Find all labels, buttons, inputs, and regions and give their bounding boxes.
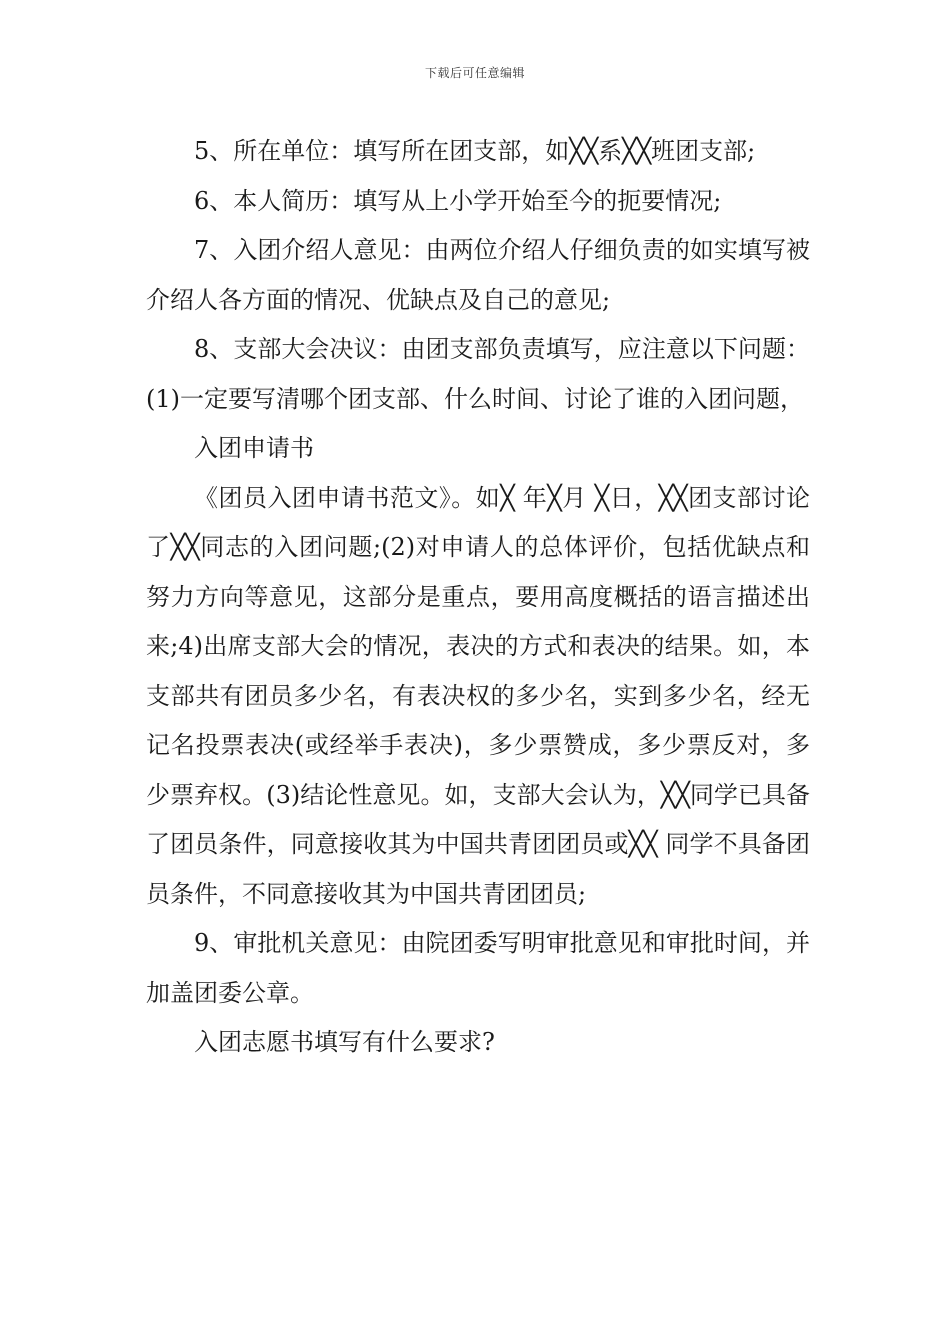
paragraph-resume: 6、本人简历：填写从上小学开始至今的扼要情况; (194, 186, 722, 215)
page-header-note: 下载后可任意编辑 (424, 66, 525, 80)
paragraph-approval-opinion: 9、审批机关意见：由院团委写明审批意见和审批时间，并加盖团委公章。 (146, 929, 810, 1007)
paragraph-branch-resolution: 8、支部大会决议：由团支部负责填写，应注意以下问题：(1)一定要写清哪个团支部、什么时间、讨论了谁的入团问题， (146, 335, 810, 413)
paragraph-unit: 5、所在单位：填写所在团支部，如╳╳系╳╳班团支部; (194, 137, 756, 165)
paragraph-sample-text: 《团员入团申请书范文》。如╳ 年╳月 ╳日，╳╳团支部讨论了╳╳同志的入团问题;(2)对申请人的总体评价，包括优缺点和努力方向等意见，这部分是重点，要用高度概括的语言描述出来;4)出席支部大会的情况，表决的方式和表决的结果。如，本支部共有团员多少名，有表决权的多少名，实到多少名，经无记名投票表决(或经举手表决)，多少票赞成，多少票反对，多少票弃权。(3)结论性意见。如，支部大会认为，╳╳同学已具备了团员条件，同意接收其为中国共青团团员或╳╳ 同学不具备团员条件，不同意接收其为中国共青团团员; (146, 483, 810, 908)
paragraph-question: 入团志愿书填写有什么要求? (194, 1028, 495, 1056)
paragraph-introducer-opinion: 7、入团介绍人意见：由两位介绍人仔细负责的如实填写被介绍人各方面的情况、优缺点及自己的意见; (146, 236, 810, 314)
paragraph-subheading: 入团申请书 (194, 434, 314, 462)
document-body (146, 127, 810, 1068)
